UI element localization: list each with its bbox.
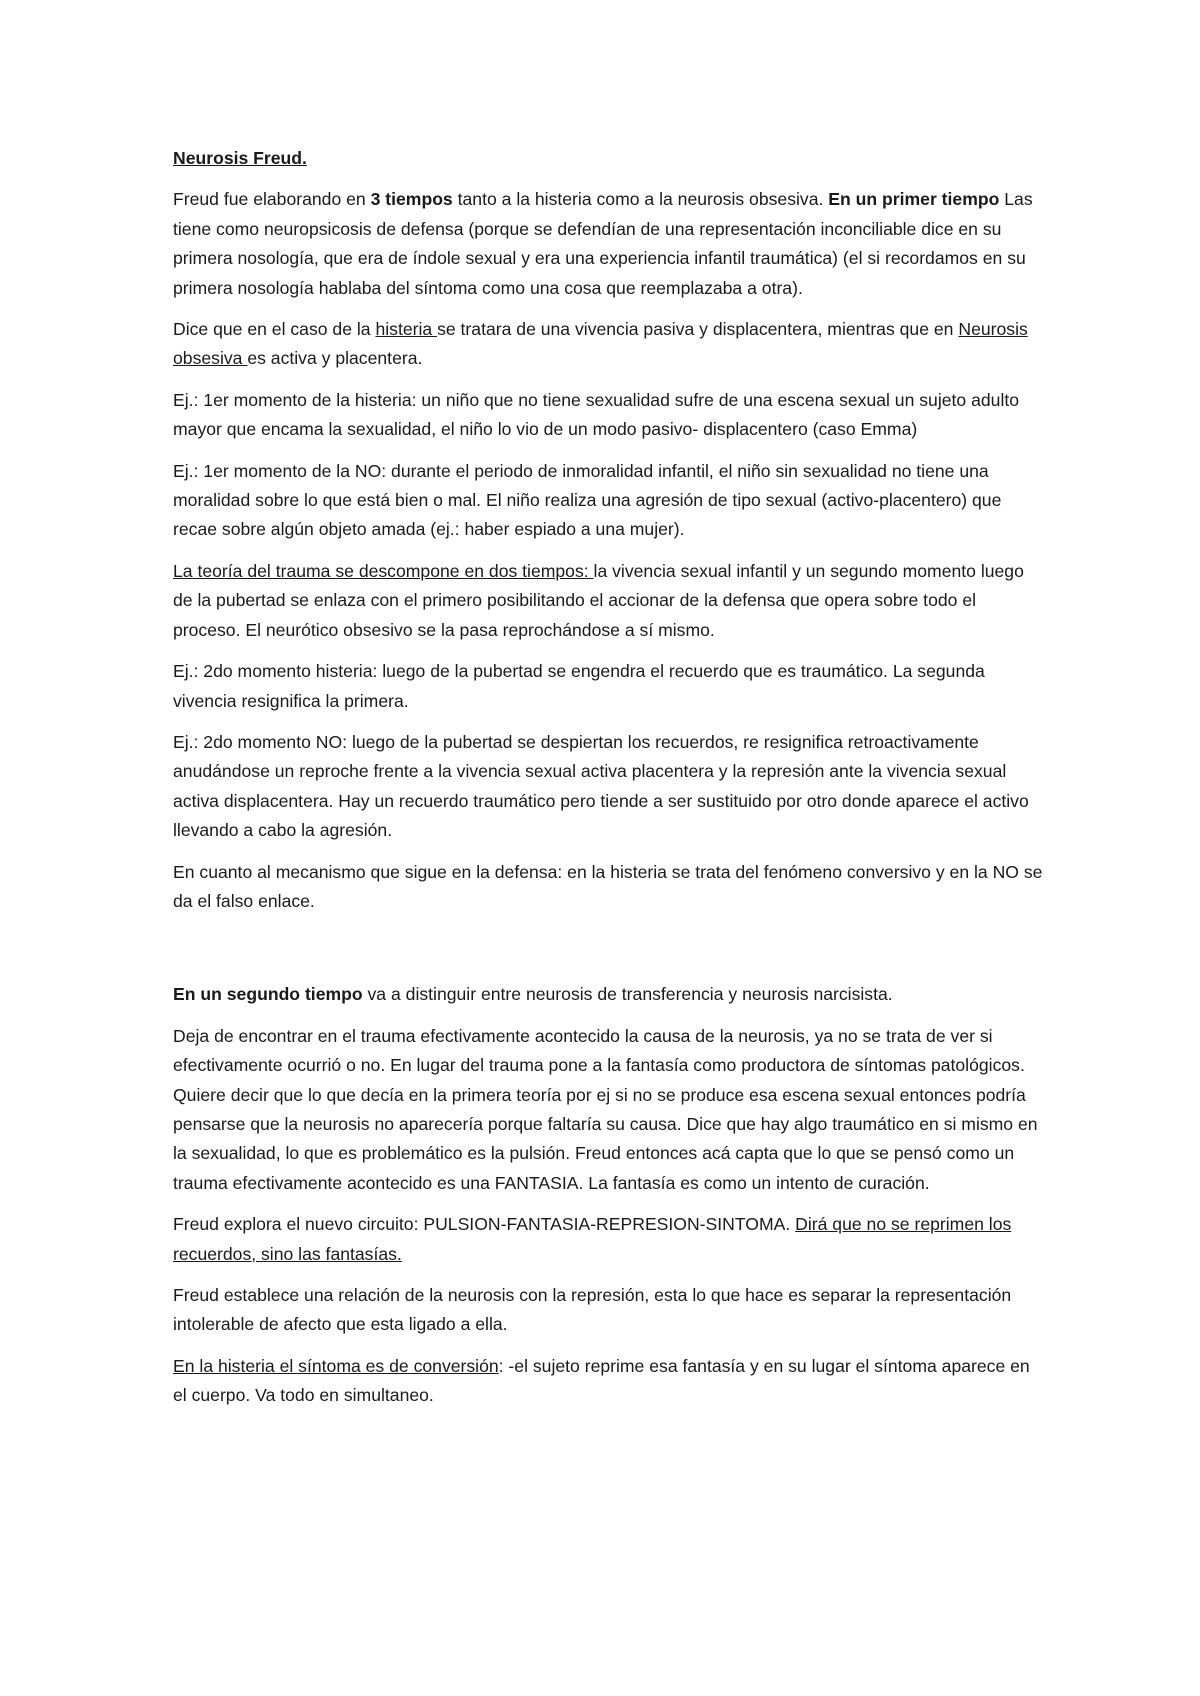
- text-run: Freud fue elaborando en: [173, 189, 371, 210]
- paragraph-example-1-histeria: Ej.: 1er momento de la histeria: un niño que no tiene sexualidad sufre de una escena sexual un sujeto adulto mayor que encama la sexualidad, el niño lo vio de un modo pasivo- displacentero (caso Emma): [173, 389, 1020, 440]
- document-page: [173, 144, 1043, 1423]
- text-run: tanto a la histeria como a la neurosis obsesiva.: [452, 189, 829, 210]
- paragraph-fantasia: Deja de encontrar en el trauma efectivamente acontecido la causa de la neurosis, ya no se trata de ver si efectivamente ocurrió o no. En lugar del trauma pone a la fantasía como productora de síntomas patológicos. Quiere decir que lo que decía en la primera teoría por ej si no se produce esa escena sexual entonces podría pensarse que la neurosis no aparecería porque faltaría su causa. Dice que hay algo traumático en si mismo en la sexualidad, lo que es problemático es la pulsión. Freud entonces acá capta que lo que se pensó como un trauma efectivamente acontecido es una FANTASIA. La fantasía es como un intento de curación.: [173, 1025, 1038, 1193]
- text-run: Freud explora el nuevo circuito: PULSION-FANTASIA-REPRESION-SINTOMA.: [173, 1214, 796, 1235]
- bold-term-primer-tiempo: En un primer tiempo: [828, 189, 1000, 210]
- paragraph-teoria-trauma: [173, 557, 1043, 645]
- underlined-term-histeria: histeria: [375, 319, 438, 340]
- bold-term-3-tiempos: 3 tiempos: [370, 189, 453, 210]
- paragraph-example-2-no: Ej.: 2do momento NO: luego de la pubertad se despiertan los recuerdos, re resignifica retroactivamente anudándose un reproche frente a la vivencia sexual activa placentera y la represión ante la vivencia sexual activa displacentera. Hay un recuerdo traumático pero tiende a ser sustituido por otro donde aparece el activo llevando a cabo la agresión.: [173, 731, 1029, 841]
- paragraph-segundo-tiempo: [173, 980, 1043, 1009]
- underlined-term-neurosis-obsesiva: Neurosis obsesiva: [173, 319, 1028, 369]
- paragraph-example-2-histeria: Ej.: 2do momento histeria: luego de la pubertad se engendra el recuerdo que es traumático. La segunda vivencia resignifica la primera.: [173, 661, 985, 711]
- paragraph-tiempos: [173, 185, 1043, 303]
- underlined-heading-teoria-trauma: La teoría del trauma se descompone en dos tiempos:: [173, 560, 594, 581]
- text-run: es activa y placentera.: [247, 348, 423, 369]
- text-run: va a distinguir entre neurosis de transferencia y neurosis narcisista.: [362, 984, 893, 1005]
- paragraph-example-1-no: Ej.: 1er momento de la NO: durante el periodo de inmoralidad infantil, el niño sin sexualidad no tiene una moralidad sobre lo que está bien o mal. El niño realiza una agresión de tipo sexual (activo-placentero) que recae sobre algún objeto amada (ej.: haber espiado a una mujer).: [173, 460, 1002, 540]
- document-title: Neurosis Freud.: [173, 148, 307, 168]
- underlined-heading-conversion: En la histeria el síntoma es de conversión: [173, 1355, 499, 1376]
- paragraph-histeria-neurosis: [173, 315, 1043, 374]
- text-run: Las tiene como neuropsicosis de defensa (porque se defendían de una representación inconciliable dice en su primera nosología, que era de índole sexual y era una experiencia infantil traumática) (el si recordamos en su primera nosología hablaba del síntoma como una cosa que reemplazaba a otra).: [173, 189, 1033, 298]
- paragraph-circuito: [173, 1210, 1043, 1269]
- text-run: : -el sujeto reprime esa fantasía y en su lugar el síntoma aparece en el cuerpo. Va todo en simultaneo.: [173, 1355, 1030, 1406]
- paragraph-represion: Freud establece una relación de la neurosis con la represión, esta lo que hace es separar la representación intolerable de afecto que esta ligado a ella.: [173, 1285, 1012, 1335]
- paragraph-conversion: [173, 1352, 1043, 1411]
- underlined-statement-fantasias: Dirá que no se reprimen los recuerdos, sino las fantasías.: [173, 1214, 1012, 1264]
- text-run: Dice que en el caso de la: [173, 319, 376, 340]
- paragraph-mecanismo-defensa: En cuanto al mecanismo que sigue en la defensa: en la histeria se trata del fenómeno conversivo y en la NO se da el falso enlace.: [173, 861, 1043, 911]
- section-gap: [173, 928, 1043, 980]
- text-run: la vivencia sexual infantil y un segundo momento luego de la pubertad se enlaza con el primero posibilitando el accionar de la defensa que opera sobre todo el proceso. El neurótico obsesivo se la pasa reprochándose a sí mismo.: [173, 560, 1024, 640]
- bold-term-segundo-tiempo: En un segundo tiempo: [173, 984, 363, 1005]
- text-run: se tratara de una vivencia pasiva y displacentera, mientras que en: [437, 319, 959, 340]
